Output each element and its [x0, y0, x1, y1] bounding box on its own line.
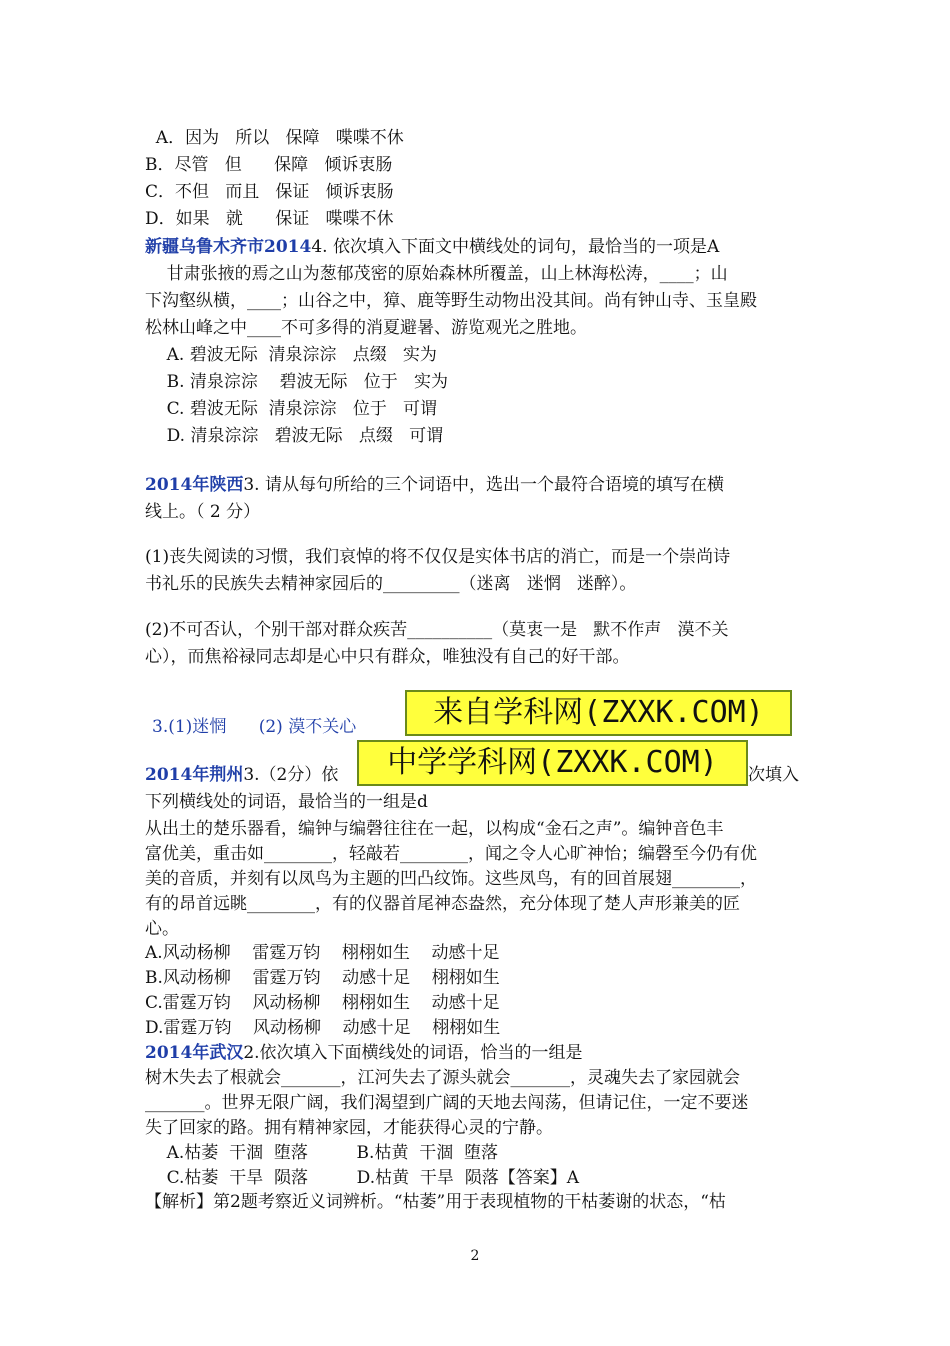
- option-line: A．因为 所以 保障 喋喋不休: [145, 128, 404, 148]
- body-line: 树木失去了根就会_______，江河失去了源头就会_______，灵魂失去了家园就会: [145, 1068, 740, 1088]
- option-line: C. 碧波无际 清泉淙淙 位于 可谓: [145, 399, 438, 419]
- option-line: A.风动杨柳 雷霆万钧 栩栩如生 动感十足: [145, 943, 500, 963]
- analysis-line: 【解析】第2题考察近义词辨析。“枯萎”用于表现植物的干枯萎谢的状态，“枯: [145, 1192, 726, 1212]
- source-label: 新疆乌鲁木齐市2014: [145, 237, 312, 257]
- question-line: 2014年陕西3. 请从每句所给的三个词语中，选出一个最符合语境的填写在横: [145, 475, 724, 495]
- body-line: _______。世界无限广阔，我们渴望到广阔的天地去闯荡，但请记住，一定不要迷: [145, 1093, 749, 1113]
- option-line: D.雷霆万钧 风动杨柳 动感十足 栩栩如生: [145, 1018, 501, 1038]
- body-line: 富优美，重击如________，轻敲若________，闻之令人心旷神怡；编磬至今仍有优: [145, 844, 757, 864]
- page-number: 2: [470, 1248, 480, 1264]
- body-line: (2)不可否认，个别干部对群众疾苦__________（莫衷一是 默不作声 漠不关: [145, 620, 729, 640]
- option-line: D. 清泉淙淙 碧波无际 点缀 可谓: [145, 426, 444, 446]
- source-label: 2014年陕西: [145, 475, 244, 495]
- watermark-banner: 中学学科网(ZXXK.COM): [357, 740, 748, 786]
- question-line: 2014年荆州3.（2分）依: [145, 765, 339, 785]
- option-line: C．不但 而且 保证 倾诉衷肠: [145, 182, 394, 202]
- source-label: 2014年荆州: [145, 765, 244, 785]
- body-line: 心），而焦裕禄同志却是心中只有群众，唯独没有自己的好干部。: [145, 647, 630, 667]
- option-line: D．如果 就 保证 喋喋不休: [145, 209, 394, 229]
- option-line: C.枯萎 干旱 陨落 D.枯黄 干旱 陨落【答案】A: [145, 1168, 579, 1188]
- body-line: 甘肃张掖的焉之山为葱郁茂密的原始森林所覆盖，山上林海松涛，____；山: [145, 264, 728, 284]
- body-line: 松林山峰之中____不可多得的消夏避暑、游览观光之胜地。: [145, 318, 587, 338]
- body-line: 美的音质，并刻有以凤鸟为主题的凹凸纹饰。这些凤鸟，有的回首展翅________，: [145, 869, 757, 889]
- body-line: 次填入: [748, 765, 799, 785]
- option-line: A.枯萎 干涸 堕落 B.枯黄 干涸 堕落: [145, 1143, 499, 1163]
- question-line: 新疆乌鲁木齐市20144. 依次填入下面文中横线处的词句，最恰当的一项是A: [145, 237, 720, 257]
- body-line: (1)丧失阅读的习惯，我们哀悼的将不仅仅是实体书店的消亡，而是一个崇尚诗: [145, 547, 731, 567]
- body-line: 失了回家的路。拥有精神家园，才能获得心灵的宁静。: [145, 1118, 553, 1138]
- option-line: C.雷霆万钧 风动杨柳 栩栩如生 动感十足: [145, 993, 500, 1013]
- option-line: B. 清泉淙淙 碧波无际 位于 实为: [145, 372, 448, 392]
- body-line: 从出土的楚乐器看，编钟与编磬往往在一起，以构成“金石之声”。编钟音色丰: [145, 819, 724, 839]
- question-line: 2014年武汉2.依次填入下面横线处的词语，恰当的一组是: [145, 1043, 583, 1063]
- body-line: 书礼乐的民族失去精神家园后的_________（迷离 迷惘 迷醉）。: [145, 574, 637, 594]
- body-line: 心。: [145, 919, 179, 939]
- answer-line: 3.(1)迷惘 (2) 漠不关心: [152, 717, 357, 737]
- body-line: 线上。（ 2 分）: [145, 502, 261, 522]
- body-line: 下沟壑纵横，____；山谷之中，獐、鹿等野生动物出没其间。尚有钟山寺、玉皇殿: [145, 291, 757, 311]
- body-line: 下列横线处的词语，最恰当的一组是d: [145, 792, 428, 812]
- body-line: 有的昂首远眺________，有的仪器首尾神态盎然，充分体现了楚人声形兼美的匠: [145, 894, 740, 914]
- option-line: A. 碧波无际 清泉淙淙 点缀 实为: [145, 345, 437, 365]
- source-label: 2014年武汉: [145, 1043, 244, 1063]
- option-line: B.风动杨柳 雷霆万钧 动感十足 栩栩如生: [145, 968, 500, 988]
- watermark-banner: 来自学科网(ZXXK.COM): [405, 690, 792, 736]
- option-line: B．尽管 但 保障 倾诉衷肠: [145, 155, 393, 175]
